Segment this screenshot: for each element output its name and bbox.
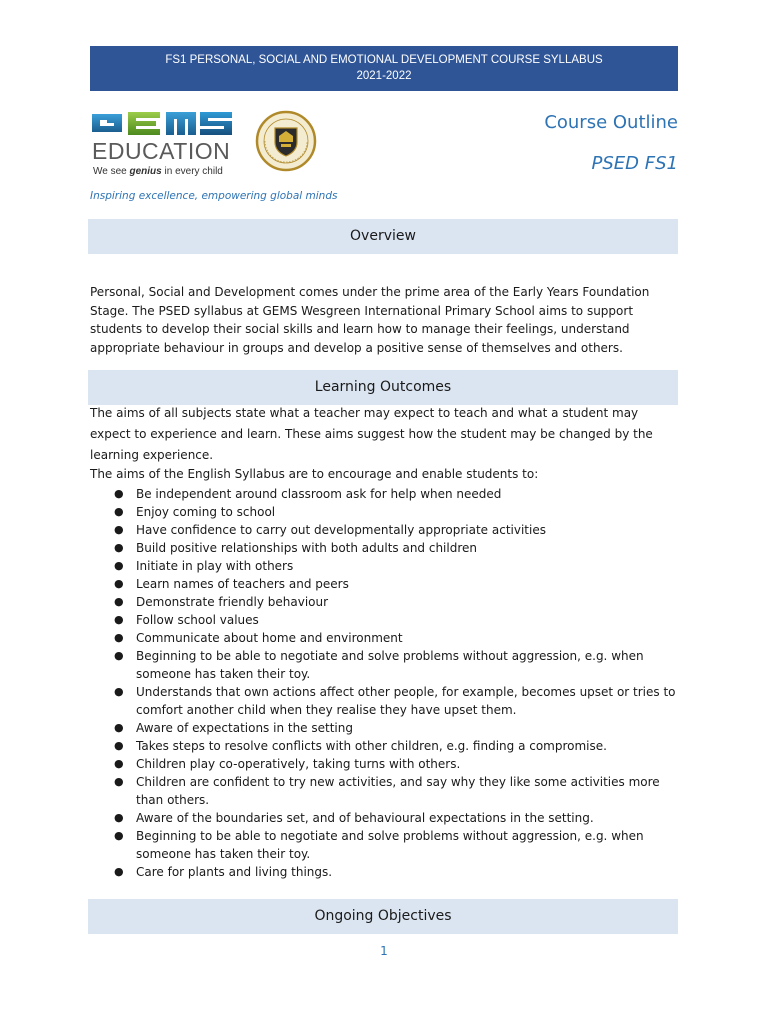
list-item-text: Aware of the boundaries set, and of behavioural expectations in the setting.: [136, 811, 594, 825]
list-item: [90, 539, 680, 557]
bullet-icon: ●: [114, 559, 124, 572]
aims-intro-line: The aims of the English Syllabus are to encourage and enable students to:: [90, 467, 539, 481]
bullet-icon: ●: [114, 829, 124, 842]
bullet-icon: ●: [114, 487, 124, 500]
list-item-text: Understands that own actions affect other people, for example, becomes upset or tries to comfort another child when they realise they have upset them.: [136, 685, 676, 717]
list-item: [90, 575, 680, 593]
bullet-icon: ●: [114, 721, 124, 734]
bullet-icon: ●: [114, 523, 124, 536]
list-item-text: Be independent around classroom ask for help when needed: [136, 487, 502, 501]
list-item: [90, 863, 680, 881]
ongoing-objectives-heading: Ongoing Objectives: [88, 899, 678, 934]
tagline-prefix: We see: [93, 166, 130, 177]
bullet-icon: ●: [114, 595, 124, 608]
list-item: [90, 521, 680, 539]
school-motto: Inspiring excellence, empowering global minds: [90, 190, 338, 202]
bullet-icon: ●: [114, 685, 124, 698]
education-wordmark: EDUCATION: [92, 138, 231, 164]
list-item: [90, 809, 680, 827]
list-item-text: Learn names of teachers and peers: [136, 577, 349, 591]
list-item-text: Initiate in play with others: [136, 559, 294, 573]
bullet-icon: ●: [114, 739, 124, 752]
list-item: [90, 737, 680, 755]
list-item-text: Beginning to be able to negotiate and solve problems without aggression, e.g. when someone has taken their toy.: [136, 649, 644, 681]
list-item-text: Takes steps to resolve conflicts with other children, e.g. finding a compromise.: [136, 739, 607, 753]
document-header-bar: [90, 46, 678, 91]
bullet-icon: ●: [114, 865, 124, 878]
tagline-bold: genius: [129, 166, 162, 177]
learning-outcomes-heading: Learning Outcomes: [88, 370, 678, 405]
list-item: [90, 485, 680, 503]
list-item-text: Enjoy coming to school: [136, 505, 276, 519]
bullet-icon: ●: [114, 811, 124, 824]
tagline-suffix: in every child: [161, 166, 223, 177]
bullet-icon: ●: [114, 775, 124, 788]
list-item-text: Children are confident to try new activities, and say why they like some activities more than others.: [136, 775, 660, 807]
list-item: [90, 611, 680, 629]
list-item-text: Communicate about home and environment: [136, 631, 403, 645]
course-name-title: PSED FS1: [591, 153, 678, 174]
learning-outcomes-list: [90, 485, 680, 881]
list-item: [90, 827, 680, 863]
list-item: [90, 755, 680, 773]
bullet-icon: ●: [114, 649, 124, 662]
header-title: FS1 PERSONAL, SOCIAL AND EMOTIONAL DEVELOPMENT COURSE SYLLABUS: [165, 54, 603, 66]
list-item: [90, 503, 680, 521]
header-year: 2021-2022: [356, 70, 412, 82]
bullet-icon: ●: [114, 631, 124, 644]
overview-paragraph: Personal, Social and Development comes under the prime area of the Early Years Foundation Stage. The PSED syllabus at GEMS Wesgreen International Primary School aims to support students to develop their social skills and learn how to manage their feelings, understand appropriate behaviour in groups and develop a positive sense of themselves and others.: [90, 285, 650, 355]
bullet-icon: ●: [114, 613, 124, 626]
list-item: [90, 647, 680, 683]
bullet-icon: ●: [114, 541, 124, 554]
list-item-text: Children play co-operatively, taking turns with others.: [136, 757, 461, 771]
page-number: 1: [380, 944, 388, 958]
list-item: [90, 719, 680, 737]
bullet-icon: ●: [114, 505, 124, 518]
bullet-icon: ●: [114, 577, 124, 590]
list-item-text: Follow school values: [136, 613, 259, 627]
list-item: [90, 557, 680, 575]
list-item: [90, 629, 680, 647]
list-item-text: Build positive relationships with both adults and children: [136, 541, 477, 555]
list-item-text: Aware of expectations in the setting: [136, 721, 353, 735]
list-item-text: Demonstrate friendly behaviour: [136, 595, 329, 609]
course-outline-title: Course Outline: [544, 112, 678, 133]
list-item-text: Have confidence to carry out developmentally appropriate activities: [136, 523, 546, 537]
gems-logo-icon: [90, 108, 234, 138]
list-item: [90, 683, 680, 719]
overview-heading: Overview: [88, 219, 678, 254]
logo-tagline: [93, 166, 223, 177]
school-crest-icon: [255, 108, 317, 174]
list-item-text: Beginning to be able to negotiate and solve problems without aggression, e.g. when someone has taken their toy.: [136, 829, 644, 861]
aims-intro-paragraph: The aims of all subjects state what a teacher may expect to teach and what a student may expect to experience and learn. These aims suggest how the student may be changed by the learning experience.: [90, 406, 653, 462]
list-item: [90, 593, 680, 611]
list-item-text: Care for plants and living things.: [136, 865, 333, 879]
bullet-icon: ●: [114, 757, 124, 770]
list-item: [90, 773, 680, 809]
